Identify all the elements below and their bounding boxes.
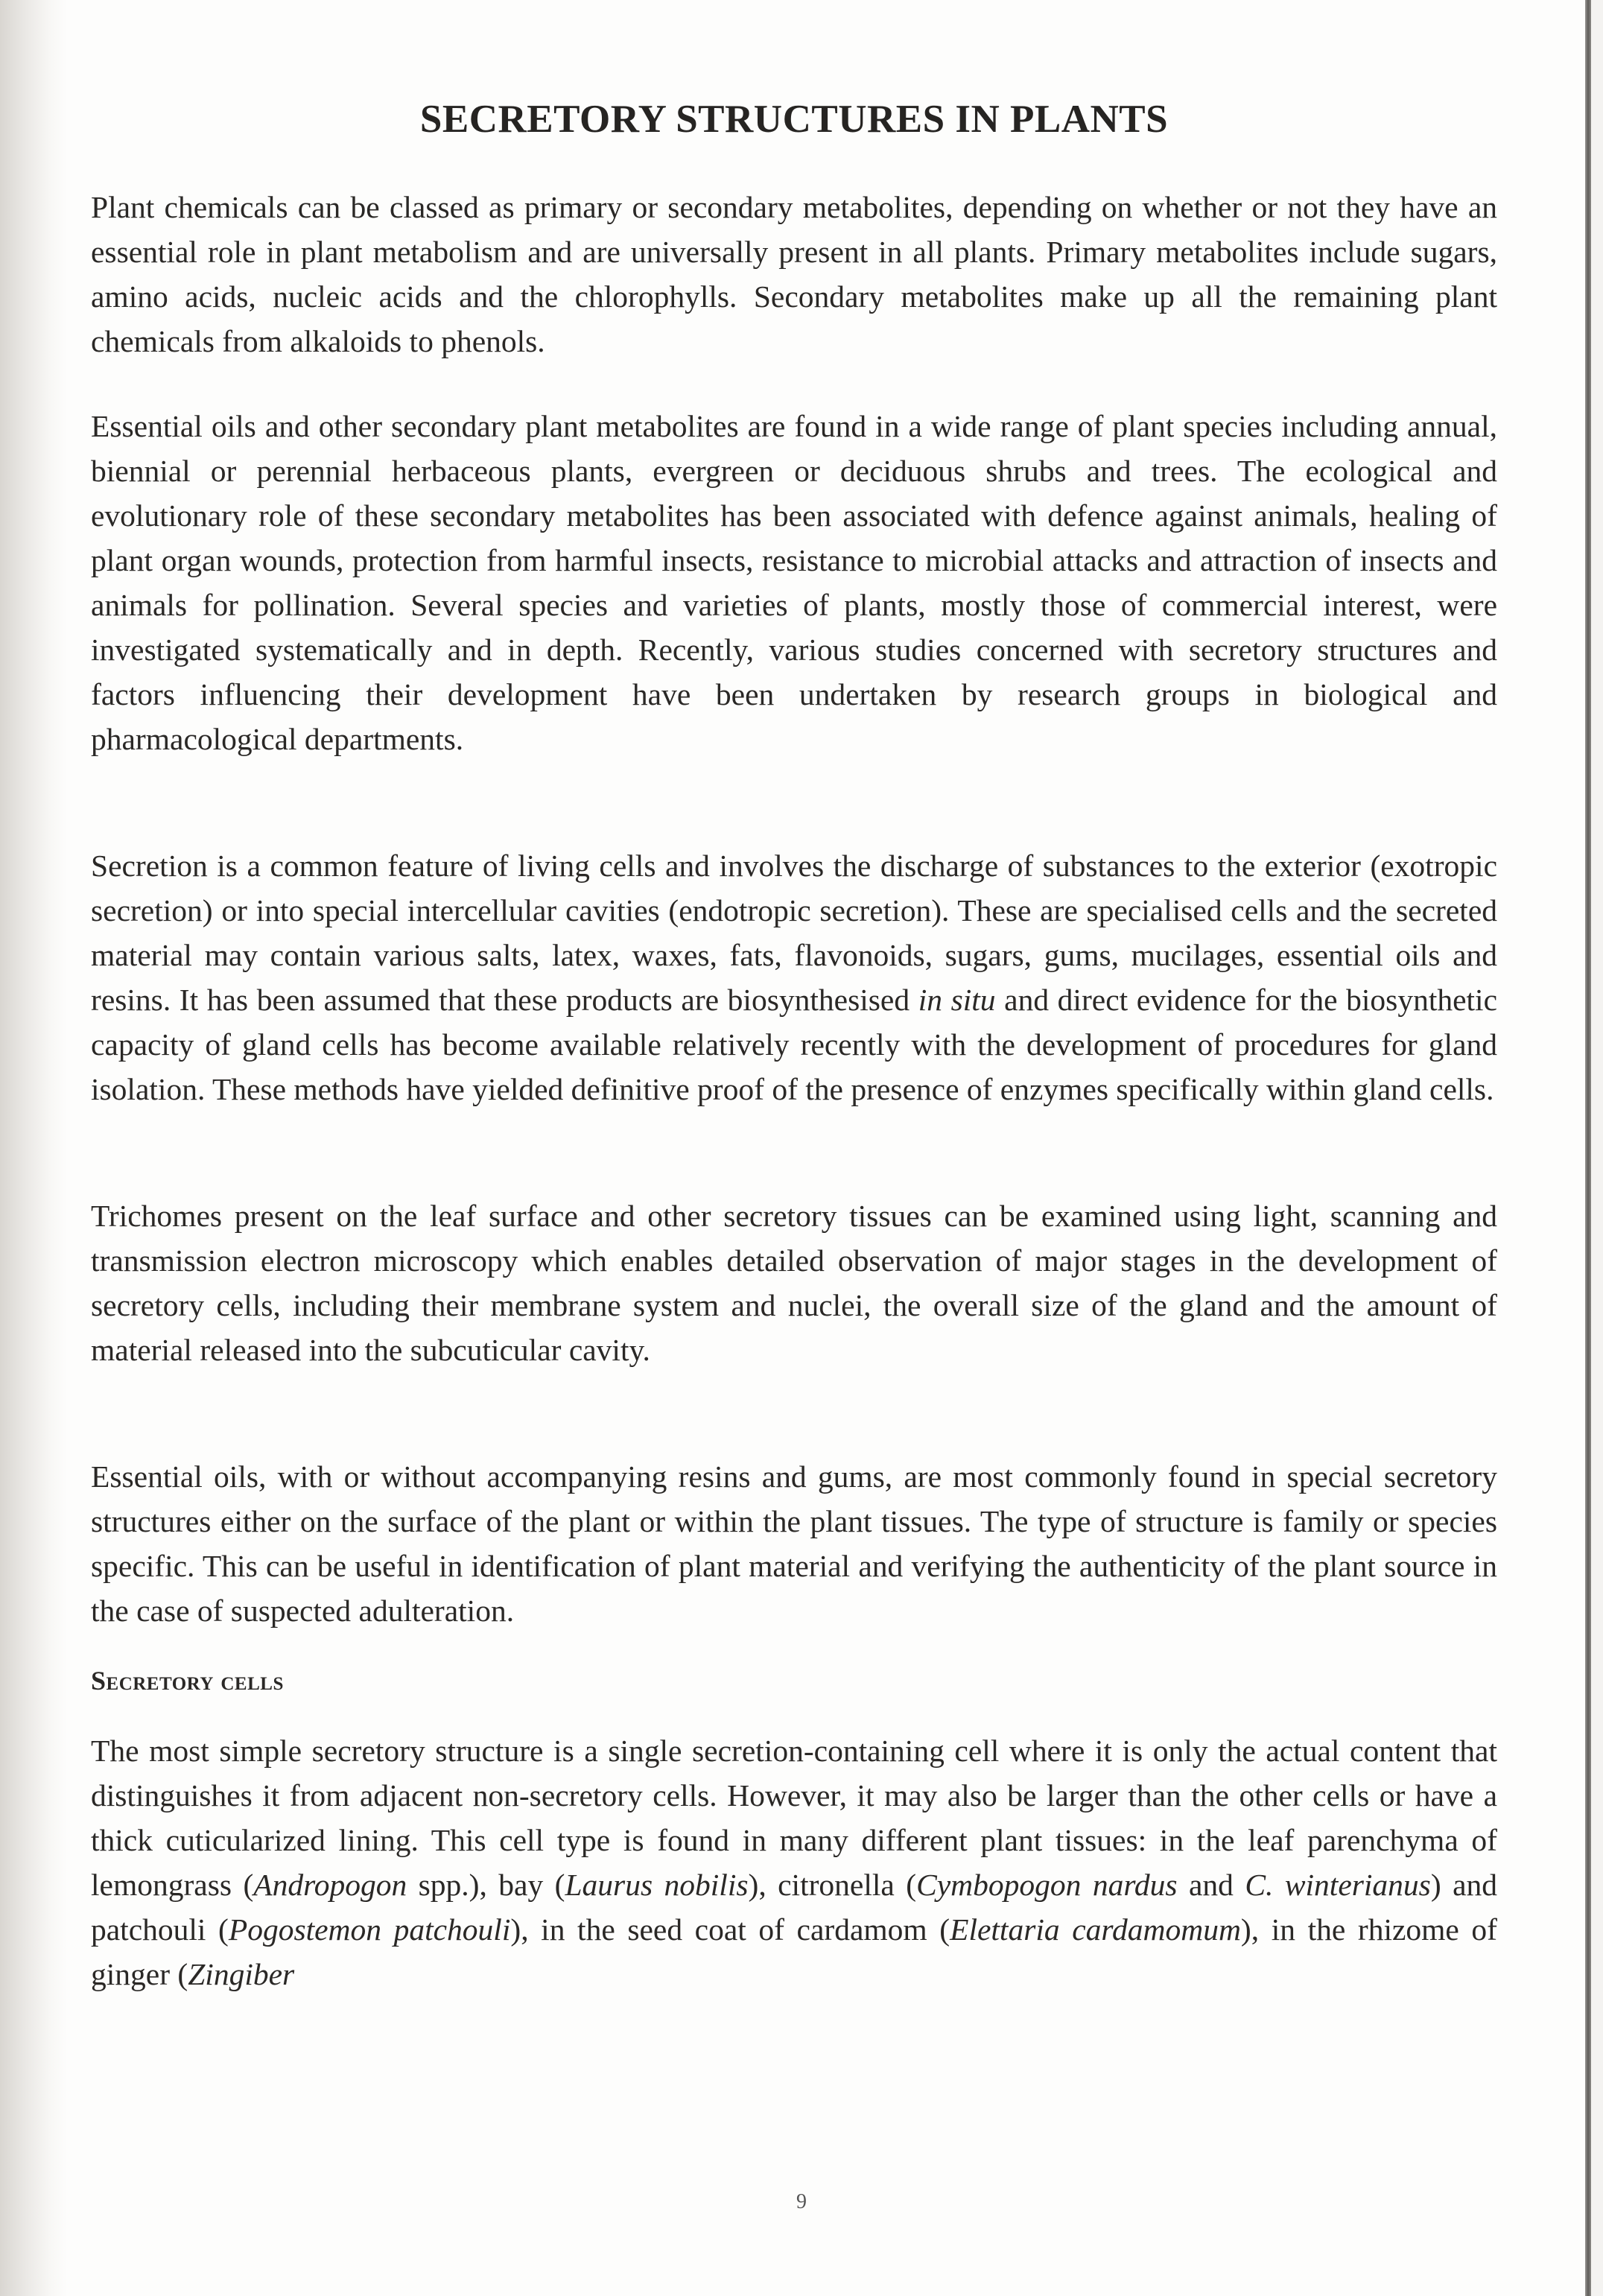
text-segment: ), in the seed coat of cardamom (: [510, 1912, 950, 1947]
text-segment: and: [1177, 1868, 1245, 1902]
section-heading-secretory-cells: Secretory cells: [91, 1666, 284, 1696]
species-name: Andropogon: [253, 1868, 407, 1902]
species-name: C. winterianus: [1245, 1868, 1431, 1902]
species-name: Pogostemon patchouli: [228, 1912, 511, 1947]
scan-right-margin: [1591, 0, 1603, 2296]
paragraph-essential-oils-ecology: Essential oils and other secondary plant metabolites are found in a wide range of plant species including annual, biennial or perennial herbaceous plants, evergreen or deciduous shrubs and trees. The ecological and evolutionary role of these secondary metabolites has been associated with defence against animals, healing of plant organ wounds, protection from harmful insects, resistance to microbial attacks and attraction of insects and animals for pollination. Several species and varieties of plants, mostly those of commercial interest, were investigated systematically and in depth. Recently, various studies concerned with secretory structures and factors influencing their development have been undertaken by research groups in biological and pharmacological departments.: [91, 409, 1497, 756]
species-name: Zingiber: [188, 1957, 295, 1991]
text-segment: ), in the rhizome of ginger (: [91, 1912, 1498, 1991]
paragraph-secretion-text-1: Secretion is a common feature of living cells and involves the discharge of substances to the exterior (exotropic secretion) or into special intercellular cavities (endotropic secretion). These are specialised cells and the secreted material may contain various salts, latex, waxes, fats, flavonoids, sugars, gums, mucilages, essential oils and resins. It has been assumed that these products are biosynthesised: [91, 849, 1497, 1017]
scan-gutter-shadow: [0, 0, 67, 2296]
paragraph-secretory-cells: [91, 1728, 1497, 1997]
scan-right-edge: [1585, 0, 1591, 2296]
page-content: [91, 89, 1497, 1997]
page-number: 9: [796, 2190, 807, 2213]
paragraph-secretory-structures: Essential oils, with or without accompanying resins and gums, are most commonly found in special secretory structures either on the surface of the plant or within the plant tissues. The type of structure is family or species specific. This can be useful in identification of plant material and verifying the authenticity of the plant source in the case of suspected adulteration.: [91, 1459, 1497, 1628]
paragraph-primary-metabolites: Plant chemicals can be classed as primary or secondary metabolites, depending on whether or not they have an essential role in plant metabolism and are universally present in all plants. Primary metabolites include sugars, amino acids, nucleic acids and the chlorophylls. Secondary metabolites make up all the remaining plant chemicals from alkaloids to phenols.: [91, 190, 1497, 358]
text-segment: The most simple secretory structure is a single secretion-containing cell where it is only the actual content that distinguishes it from adjacent non-secretory cells. However, it may also be larger than the other cells or have a thick cuticularized lining. This cell type is found in many different plant tissues: in the leaf parenchyma of lemongrass (: [91, 1734, 1497, 1902]
paragraph-trichomes: Trichomes present on the leaf surface and other secretory tissues can be examined using light, scanning and transmission electron microscopy which enables detailed observation of major stages in the development of secretory cells, including their membrane system and nuclei, the overall size of the gland and the amount of material released into the subcuticular cavity.: [91, 1199, 1497, 1367]
species-name: Cymbopogon nardus: [916, 1868, 1178, 1902]
text-segment: spp.), bay (: [407, 1868, 565, 1902]
paragraph-secretion-italic: in situ: [918, 983, 996, 1017]
species-name: Elettaria cardamomum: [950, 1912, 1241, 1947]
paragraph-secretion: [91, 843, 1497, 1111]
species-name: Laurus nobilis: [565, 1868, 749, 1902]
text-segment: ) and patchouli (: [91, 1868, 1497, 1947]
text-segment: ), citronella (: [748, 1868, 917, 1902]
paragraph-secretion-text-2: and direct evidence for the biosynthetic capacity of gland cells has become available relatively recently with the development of procedures for gland isolation. These methods have yielded definitive proof of the presence of enzymes specifically within gland cells.: [91, 983, 1497, 1106]
page-title: SECRETORY STRUCTURES IN PLANTS: [419, 98, 1169, 141]
